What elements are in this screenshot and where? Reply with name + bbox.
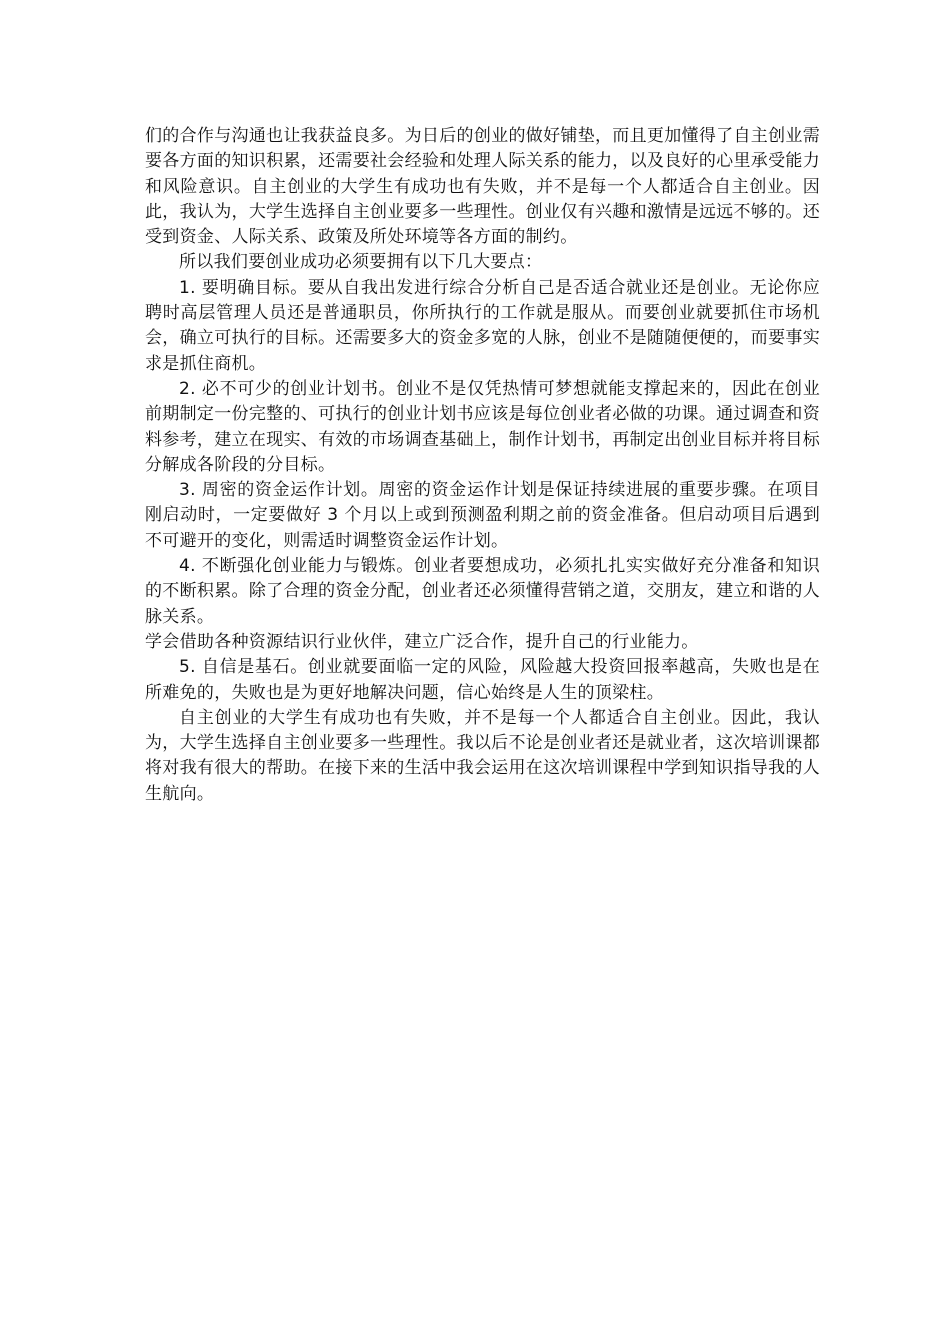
paragraph-intro-continuation: 们的合作与沟通也让我获益良多。为日后的创业的做好铺垫，而且更加懂得了自主创业需要各方面的知识积累，还需要社会经验和处理人际关系的能力，以及良好的心里承受能力和风险意识。自主创业的大学生有成功也有失败，并不是每一个人都适合自主创业。因此，我认为，大学生选择自主创业要多一些理性。创业仅有兴趣和激情是远远不够的。还受到资金、人际关系、政策及所处环境等各方面的制约。 (145, 126, 820, 248)
paragraph-point-4-continuation: 学会借助各种资源结识行业伙伴，建立广泛合作，提升自己的行业能力。 (145, 631, 699, 652)
paragraph-point-4: 4. 不断强化创业能力与锻炼。创业者要想成功，必须扎扎实实做好充分准备和知识的不断积累。除了合理的资金分配，创业者还必须懂得营销之道，交朋友，建立和谐的人脉关系。 (145, 556, 820, 627)
paragraph-point-5: 5. 自信是基石。创业就要面临一定的风险，风险越大投资回报率越高，失败也是在所难免的，失败也是为更好地解决问题，信心始终是人生的顶梁柱。 (145, 657, 820, 703)
paragraph-point-3: 3. 周密的资金运作计划。周密的资金运作计划是保证持续进展的重要步骤。在项目刚启动时，一定要做好 3 个月以上或到预测盈利期之前的资金准备。但启动项目后遇到不可避开的变化，则需适时调整资金运作计划。 (145, 480, 820, 551)
paragraph-point-2: 2. 必不可少的创业计划书。创业不是仅凭热情可梦想就能支撑起来的，因此在创业前期制定一份完整的、可执行的创业计划书应该是每位创业者必做的功课。通过调查和资料参考，建立在现实、有效的市场调查基础上，制作计划书，再制定出创业目标并将目标分解成各阶段的分目标。 (145, 378, 820, 475)
paragraph-conclusion: 自主创业的大学生有成功也有失败，并不是每一个人都适合自主创业。因此，我认为，大学生选择自主创业要多一些理性。我以后不论是创业者还是就业者，这次培训课都将对我有很大的帮助。在接下来的生活中我会运用在这次培训课程中学到知识指导我的人生航向。 (145, 707, 820, 804)
document-body (145, 124, 820, 807)
paragraph-key-points-lead: 所以我们要创业成功必须要拥有以下几大要点： (179, 252, 543, 273)
paragraph-point-1: 1. 要明确目标。要从自我出发进行综合分析自己是否适合就业还是创业。无论你应聘时高层管理人员还是普通职员，你所执行的工作就是服从。而要创业就要抓住市场机会，确立可执行的目标。还需要多大的资金多宽的人脉，创业不是随随便便的，而要事实求是抓住商机。 (145, 277, 820, 374)
